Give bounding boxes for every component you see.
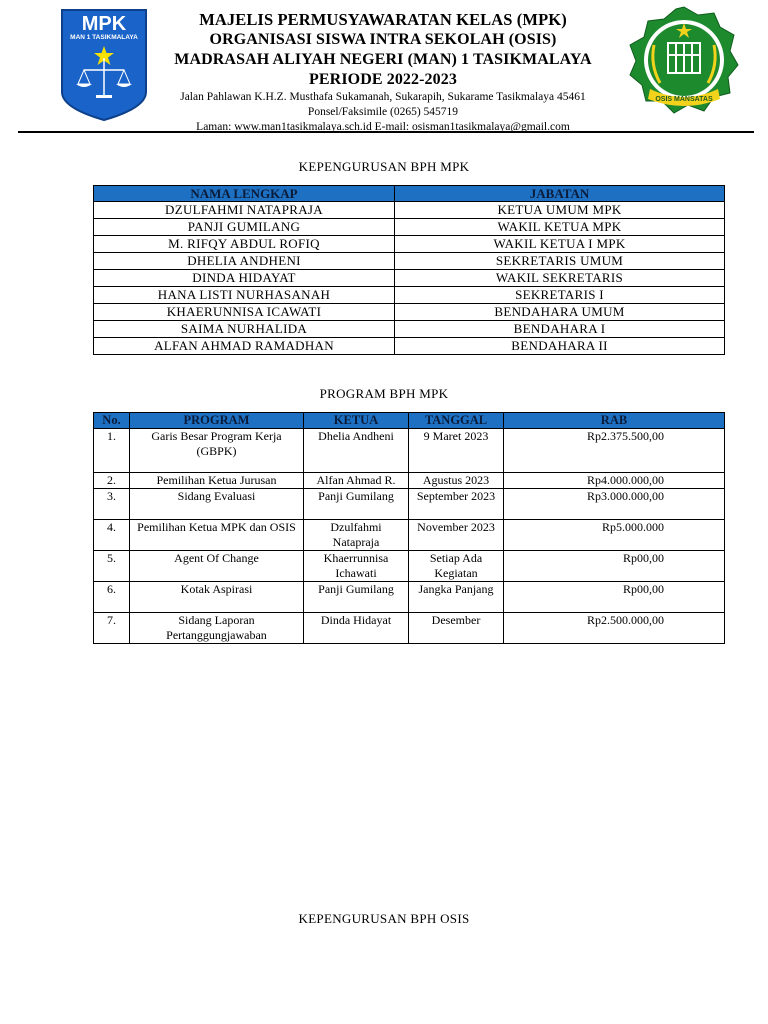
position-cell: SEKRETARIS UMUM — [395, 253, 725, 270]
table-row — [94, 253, 725, 270]
program-cell: Garis Besar Program Kerja (GBPK) — [130, 429, 304, 473]
date-cell: 9 Maret 2023 — [409, 429, 504, 473]
column-header: KETUA — [304, 413, 409, 429]
number-cell: 4. — [94, 520, 130, 551]
date-cell: November 2023 — [409, 520, 504, 551]
section-title-bph-osis: KEPENGURUSAN BPH OSIS — [298, 911, 470, 926]
period: PERIODE 2022-2023 — [309, 71, 457, 88]
program-cell: Pemilihan Ketua MPK dan OSIS — [130, 520, 304, 551]
date-cell: Desember — [409, 613, 504, 644]
table-row — [94, 429, 725, 473]
program-cell: Agent Of Change — [130, 551, 304, 582]
column-header: No. — [94, 413, 130, 429]
budget-cell: Rp3.000.000,00 — [504, 489, 725, 520]
column-header: PROGRAM — [130, 413, 304, 429]
name-cell: M. RIFQY ABDUL ROFIQ — [94, 236, 395, 253]
name-cell: ALFAN AHMAD RAMADHAN — [94, 338, 395, 355]
name-cell: KHAERUNNISA ICAWATI — [94, 304, 395, 321]
position-cell: BENDAHARA I — [395, 321, 725, 338]
position-cell: BENDAHARA UMUM — [395, 304, 725, 321]
org-title-2: ORGANISASI SISWA INTRA SEKOLAH (OSIS) — [209, 31, 557, 48]
budget-cell: Rp5.000.000 — [504, 520, 725, 551]
leader-cell: Dzulfahmi Natapraja — [304, 520, 409, 551]
table-row — [94, 582, 725, 613]
position-cell: KETUA UMUM MPK — [395, 202, 725, 219]
mpk-logo-title: MPK — [81, 13, 127, 35]
table-row — [94, 304, 725, 321]
leader-cell: Dinda Hidayat — [304, 613, 409, 644]
name-cell: HANA LISTI NURHASANAH — [94, 287, 395, 304]
leader-cell: Panji Gumilang — [304, 582, 409, 613]
email-label: E-mail: — [374, 121, 410, 133]
date-cell: Setiap Ada Kegiatan — [409, 551, 504, 582]
table-row — [94, 520, 725, 551]
name-cell: DZULFAHMI NATAPRAJA — [94, 202, 395, 219]
table-row — [94, 236, 725, 253]
name-cell: PANJI GUMILANG — [94, 219, 395, 236]
budget-cell: Rp2.375.500,00 — [504, 429, 725, 473]
position-cell: WAKIL KETUA MPK — [395, 219, 725, 236]
number-cell: 1. — [94, 429, 130, 473]
leader-cell: Panji Gumilang — [304, 489, 409, 520]
osis-logo — [624, 5, 744, 118]
table-row — [94, 287, 725, 304]
budget-cell: Rp00,00 — [504, 582, 725, 613]
table-row — [94, 551, 725, 582]
date-cell: September 2023 — [409, 489, 504, 520]
bph-mpk-table — [93, 185, 725, 355]
name-cell: DHELIA ANDHENI — [94, 253, 395, 270]
position-cell: BENDAHARA II — [395, 338, 725, 355]
table-row — [94, 489, 725, 520]
table-header-row — [94, 186, 725, 202]
budget-cell: Rp00,00 — [504, 551, 725, 582]
letterhead — [150, 10, 616, 135]
section-title-program: PROGRAM BPH MPK — [319, 386, 449, 401]
org-title-3: MADRASAH ALIYAH NEGERI (MAN) 1 TASIKMALAYA — [174, 51, 592, 68]
leader-cell: Alfan Ahmad R. — [304, 473, 409, 489]
name-cell: SAIMA NURHALIDA — [94, 321, 395, 338]
website-link[interactable]: www.man1tasikmalaya.sch.id — [234, 121, 372, 133]
table-header-row — [94, 413, 725, 429]
number-cell: 2. — [94, 473, 130, 489]
osis-logo-banner: OSIS MANSATAS — [655, 96, 713, 103]
org-title-1: MAJELIS PERMUSYAWARATAN KELAS (MPK) — [199, 10, 567, 29]
name-cell: DINDA HIDAYAT — [94, 270, 395, 287]
letterhead-divider — [18, 131, 754, 133]
table-row — [94, 613, 725, 644]
position-cell: WAKIL SEKRETARIS — [395, 270, 725, 287]
contact-line: Laman: www.man1tasikmalaya.sch.id E-mail: osisman1tasikmalaya@gmail.com — [196, 121, 570, 133]
date-cell: Jangka Panjang — [409, 582, 504, 613]
section-title-bph-mpk: KEPENGURUSAN BPH MPK — [298, 159, 470, 174]
email-link[interactable]: osisman1tasikmalaya@gmail.com — [411, 121, 570, 133]
program-cell: Pemilihan Ketua Jurusan — [130, 473, 304, 489]
budget-cell: Rp2.500.000,00 — [504, 613, 725, 644]
table-row — [94, 473, 725, 489]
number-cell: 7. — [94, 613, 130, 644]
program-cell: Kotak Aspirasi — [130, 582, 304, 613]
column-header: TANGGAL — [409, 413, 504, 429]
address: Jalan Pahlawan K.H.Z. Musthafa Sukamanah, Sukarapih, Sukarame Tasikmalaya 45461 — [180, 91, 586, 103]
program-cell: Sidang Evaluasi — [130, 489, 304, 520]
phone: Ponsel/Faksimile (0265) 545719 — [307, 106, 459, 118]
table-row — [94, 219, 725, 236]
date-cell: Agustus 2023 — [409, 473, 504, 489]
position-cell: WAKIL KETUA I MPK — [395, 236, 725, 253]
table-row — [94, 270, 725, 287]
column-header: NAMA LENGKAP — [94, 186, 395, 202]
column-header: JABATAN — [395, 186, 725, 202]
mpk-logo-subtitle: MAN 1 TASIKMALAYA — [70, 34, 138, 41]
mpk-logo — [60, 8, 148, 122]
web-label: Laman — [196, 121, 229, 133]
table-row — [94, 338, 725, 355]
program-cell: Sidang Laporan Pertanggungjawaban — [130, 613, 304, 644]
leader-cell: Khaerrunnisa Ichawati — [304, 551, 409, 582]
table-row — [94, 202, 725, 219]
table-row — [94, 321, 725, 338]
number-cell: 3. — [94, 489, 130, 520]
budget-cell: Rp4.000.000,00 — [504, 473, 725, 489]
number-cell: 6. — [94, 582, 130, 613]
leader-cell: Dhelia Andheni — [304, 429, 409, 473]
program-table — [93, 412, 725, 644]
number-cell: 5. — [94, 551, 130, 582]
column-header: RAB — [504, 413, 725, 429]
position-cell: SEKRETARIS I — [395, 287, 725, 304]
